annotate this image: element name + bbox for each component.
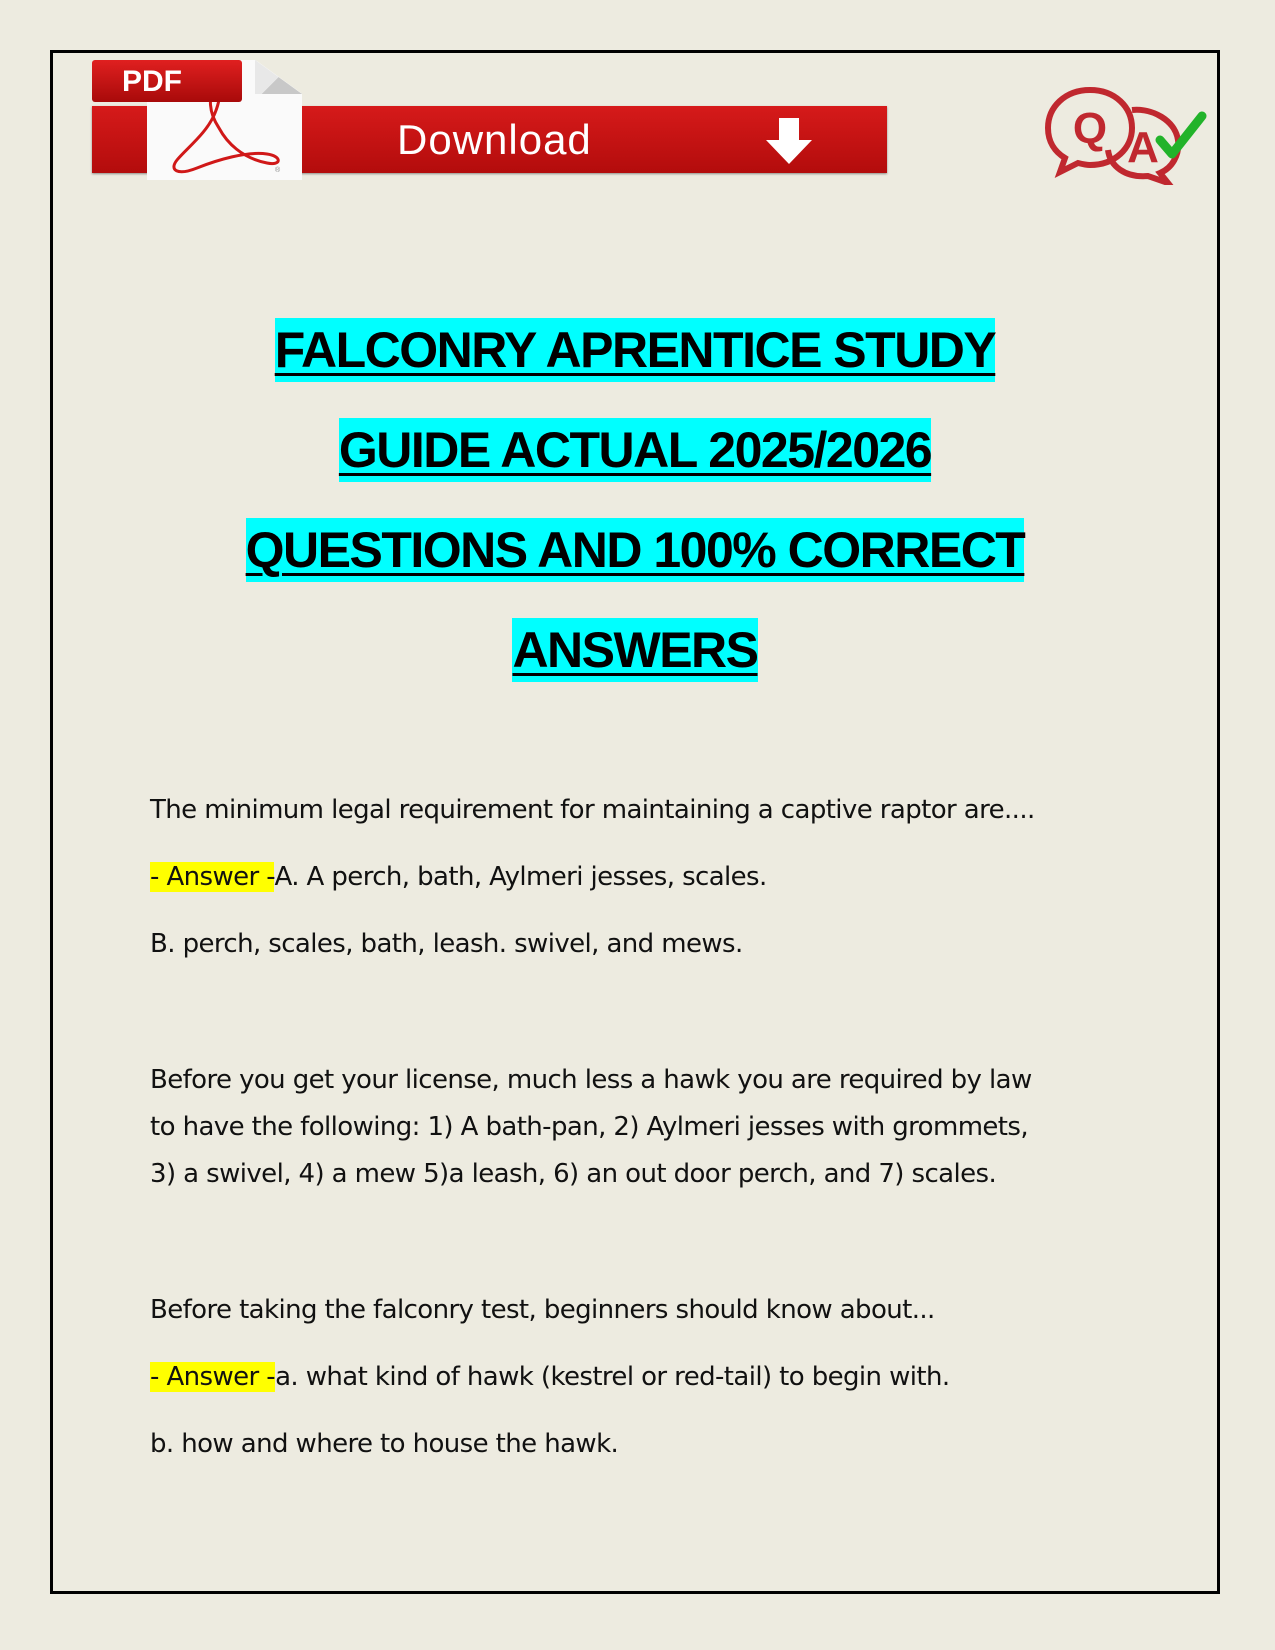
answer-line: b. how and where to house the hawk. (150, 1429, 619, 1459)
answer-text: A. A perch, bath, Aylmeri jesses, scales. (274, 862, 767, 892)
qa-item-1 (150, 790, 1035, 991)
answer-line (150, 857, 1035, 924)
answer-tag: - Answer - (150, 1362, 276, 1392)
title-line: QUESTIONS AND 100% CORRECT (50, 500, 1220, 600)
paragraph-line: Before you get your license, much less a hawk you are required by law (150, 1065, 1032, 1095)
answer-tag: - Answer - (150, 862, 275, 892)
paragraph-line: to have the following: 1) A bath-pan, 2) Aylmeri jesses with grommets, (150, 1112, 1029, 1142)
title-line: ANSWERS (50, 600, 1220, 700)
answer-line: B. perch, scales, bath, leash. swivel, and mews. (150, 929, 743, 959)
question-text: The minimum legal requirement for maintaining a captive raptor are.... (150, 795, 1035, 825)
title-line: GUIDE ACTUAL 2025/2026 (50, 400, 1220, 500)
svg-text:Q: Q (1072, 104, 1108, 153)
qa-item-2 (150, 1060, 1032, 1201)
svg-text:®: ® (275, 167, 281, 174)
pdf-download-banner[interactable] (92, 58, 887, 183)
svg-text:A: A (1127, 123, 1159, 172)
question-text: Before taking the falconry test, beginners should know about... (150, 1295, 935, 1325)
answer-line (150, 1357, 950, 1424)
download-label: Download (397, 116, 592, 163)
answer-text: a. what kind of hawk (kestrel or red-tail) to begin with. (275, 1362, 950, 1392)
document-title (50, 300, 1220, 700)
qa-logo (1040, 80, 1210, 185)
qa-item-3 (150, 1290, 950, 1491)
title-line: FALCONRY APRENTICE STUDY (50, 300, 1220, 400)
speech-bubble-q-icon (1048, 90, 1132, 172)
paragraph-line: 3) a swivel, 4) a mew 5)a leash, 6) an out door perch, and 7) scales. (150, 1159, 997, 1189)
pdf-label: PDF (122, 65, 182, 98)
pdf-tab (92, 60, 242, 102)
download-arrow-icon (764, 118, 814, 166)
